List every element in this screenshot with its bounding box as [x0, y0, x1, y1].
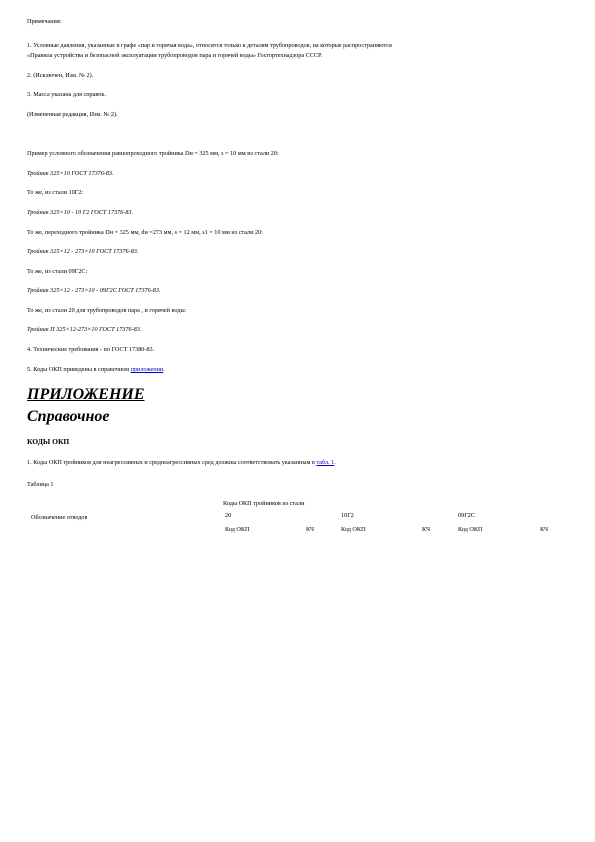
notes-title: Примечания:	[27, 18, 62, 25]
example-transition: То же, переходного тройника Dн = 325 мм, dн =273 мм, s = 12 мм, s1 = 10 мм из стали 20:	[27, 229, 263, 236]
note-3: 3. Масса указана для справок.	[27, 91, 106, 98]
steel-10g2-kch-header: КЧ	[422, 526, 431, 533]
table-group-header: Коды ОКП тройников из стали	[223, 500, 305, 507]
note-1-line-2: «Правила устройства и безопасной эксплуатации трубопроводов пара и горячей воды» Госгортехнадзора СССР.	[27, 52, 323, 59]
paragraph-4: 4. Технические требования - по ГОСТ 17380-83.	[27, 346, 155, 353]
example-same-2: То же, из стали 09Г2С:	[27, 268, 88, 275]
appendix-link[interactable]: приложении	[130, 366, 164, 373]
example-steam: То же, из стали 20 для трубопроводов пара , и горячей воды:	[27, 307, 187, 314]
steel-20-header: 20	[225, 512, 232, 519]
steel-20-code-header: Код ОКП	[225, 526, 250, 533]
appendix-paragraph-1-end: .	[334, 459, 336, 466]
example-intro: Пример условного обозначения равнопроходного тройника Dн = 325 мм, s = 10 мм из стали 20:	[27, 150, 279, 157]
example-4: Тройник 325×12 - 273×10 - 09Г2С ГОСТ 17376-83.	[27, 287, 161, 294]
appendix-subtitle: Справочное	[27, 408, 110, 425]
note-1-line-1: 1. Условные давления, указанные в графе «пар и горячая вода», относятся только к деталям трубопроводов, на которые распространяются	[27, 42, 392, 49]
steel-10g2-code-header: Код ОКП	[341, 526, 366, 533]
example-3: Тройник 325×12 - 273×10 ГОСТ 17376-83.	[27, 248, 139, 255]
table-row-header: Обозначение отводов	[31, 514, 88, 521]
paragraph-5	[27, 366, 165, 374]
steel-09g2s-kch-header: КЧ	[540, 526, 549, 533]
paragraph-5-text: 5. Коды ОКП приведены в справочном	[27, 366, 131, 373]
appendix-title: ПРИЛОЖЕНИЕ	[27, 386, 145, 403]
steel-09g2s-code-header: Код ОКП	[458, 526, 483, 533]
note-2: 2. (Исключен, Изм. № 2).	[27, 72, 94, 79]
steel-10g2-header: 10Г2	[341, 512, 354, 519]
appendix-heading: КОДЫ ОКП	[27, 437, 70, 446]
example-5: Тройник П 325×12-273×10 ГОСТ 17376-83.	[27, 326, 142, 333]
steel-20-kch-header: КЧ	[306, 526, 315, 533]
paragraph-5-end: .	[163, 366, 165, 373]
appendix-paragraph-1-text: 1. Коды ОКП тройников для неагрессивных и среднеагрессивных сред должны соответствовать указанным в	[27, 459, 317, 466]
steel-09g2s-header: 09Г2С	[458, 512, 475, 519]
example-1: Тройник 325×10 ГОСТ 17376-83.	[27, 170, 114, 177]
appendix-paragraph-1	[27, 459, 336, 467]
example-2: Тройник 325×10 - 10 Г2 ГОСТ 17376-83.	[27, 209, 134, 216]
table-label: Таблица 1	[27, 481, 54, 488]
example-same-1: То же, из стали 10Г2:	[27, 189, 84, 196]
note-3-revision: (Измененная редакция, Изм. № 2).	[27, 111, 118, 118]
okp-table	[27, 500, 572, 540]
table-1-link[interactable]: табл. 1	[316, 459, 335, 466]
